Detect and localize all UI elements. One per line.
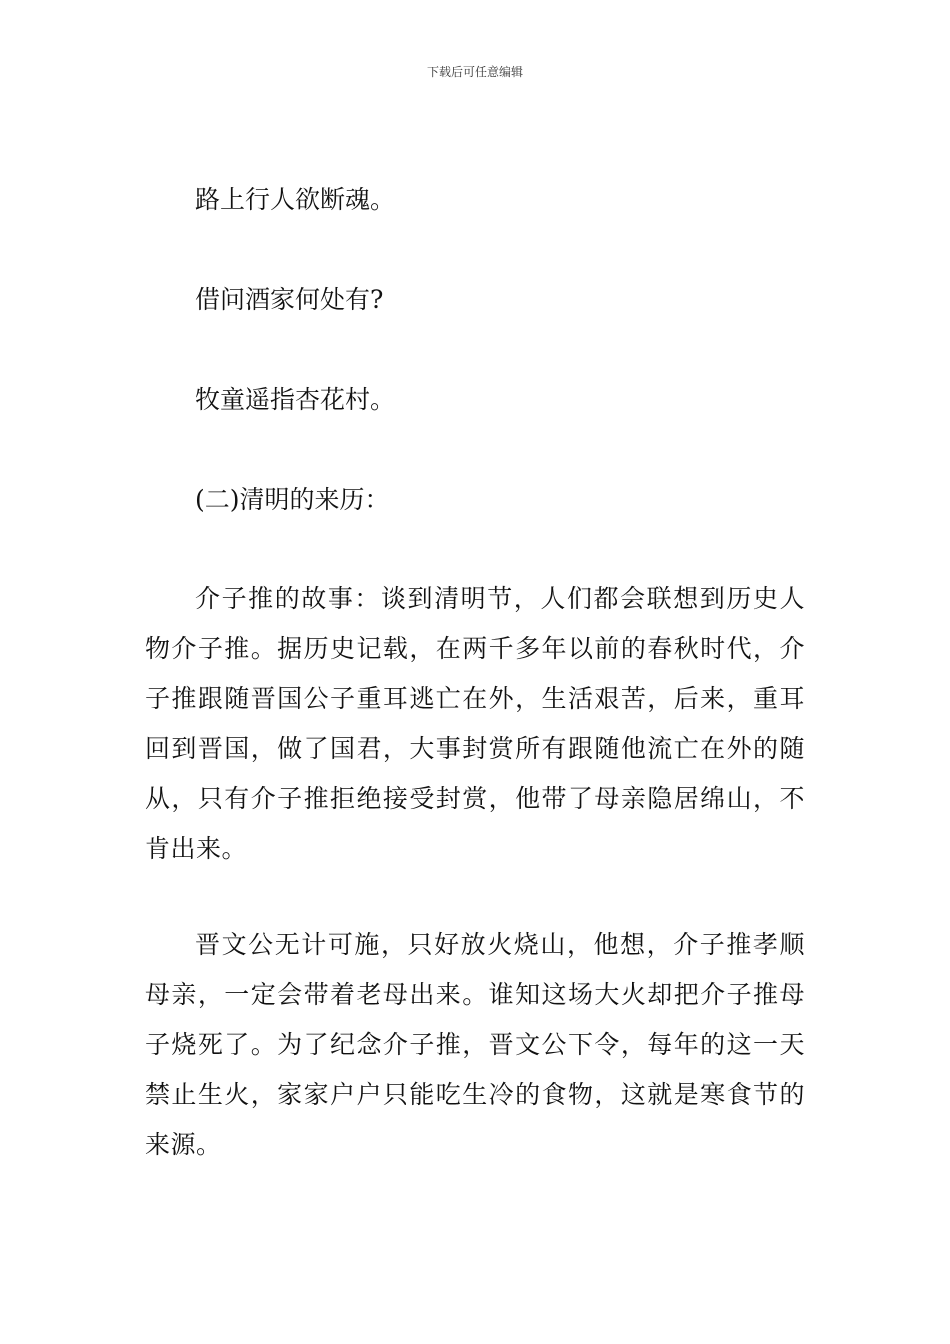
poem-line-1: 路上行人欲断魂。 [195,185,396,214]
page-header: 下载后可任意编辑 [426,65,523,79]
paragraph-jie-zitui-story: 介子推的故事：谈到清明节，人们都会联想到历史人物介子推。据历史记载，在两千多年以前的春秋时代，介子推跟随晋国公子重耳逃亡在外，生活艰苦，后来，重耳回到晋国，做了国君，大事封赏所有跟随他流亡在外的随从，只有介子推拒绝接受封赏，他带了母亲隐居绵山，不肯出来。 [145,584,805,863]
poem-line-2: 借问酒家何处有? [195,285,384,314]
section-heading: (二)清明的来历： [195,485,390,514]
paragraph-cold-food-origin: 晋文公无计可施，只好放火烧山，他想，介子推孝顺母亲，一定会带着老母出来。谁知这场大火却把介子推母子烧死了。为了纪念介子推，晋文公下令，每年的这一天禁止生火，家家户户只能吃生冷的食物，这就是寒食节的来源。 [145,930,805,1159]
poem-line-3: 牧童遥指杏花村。 [195,385,396,414]
